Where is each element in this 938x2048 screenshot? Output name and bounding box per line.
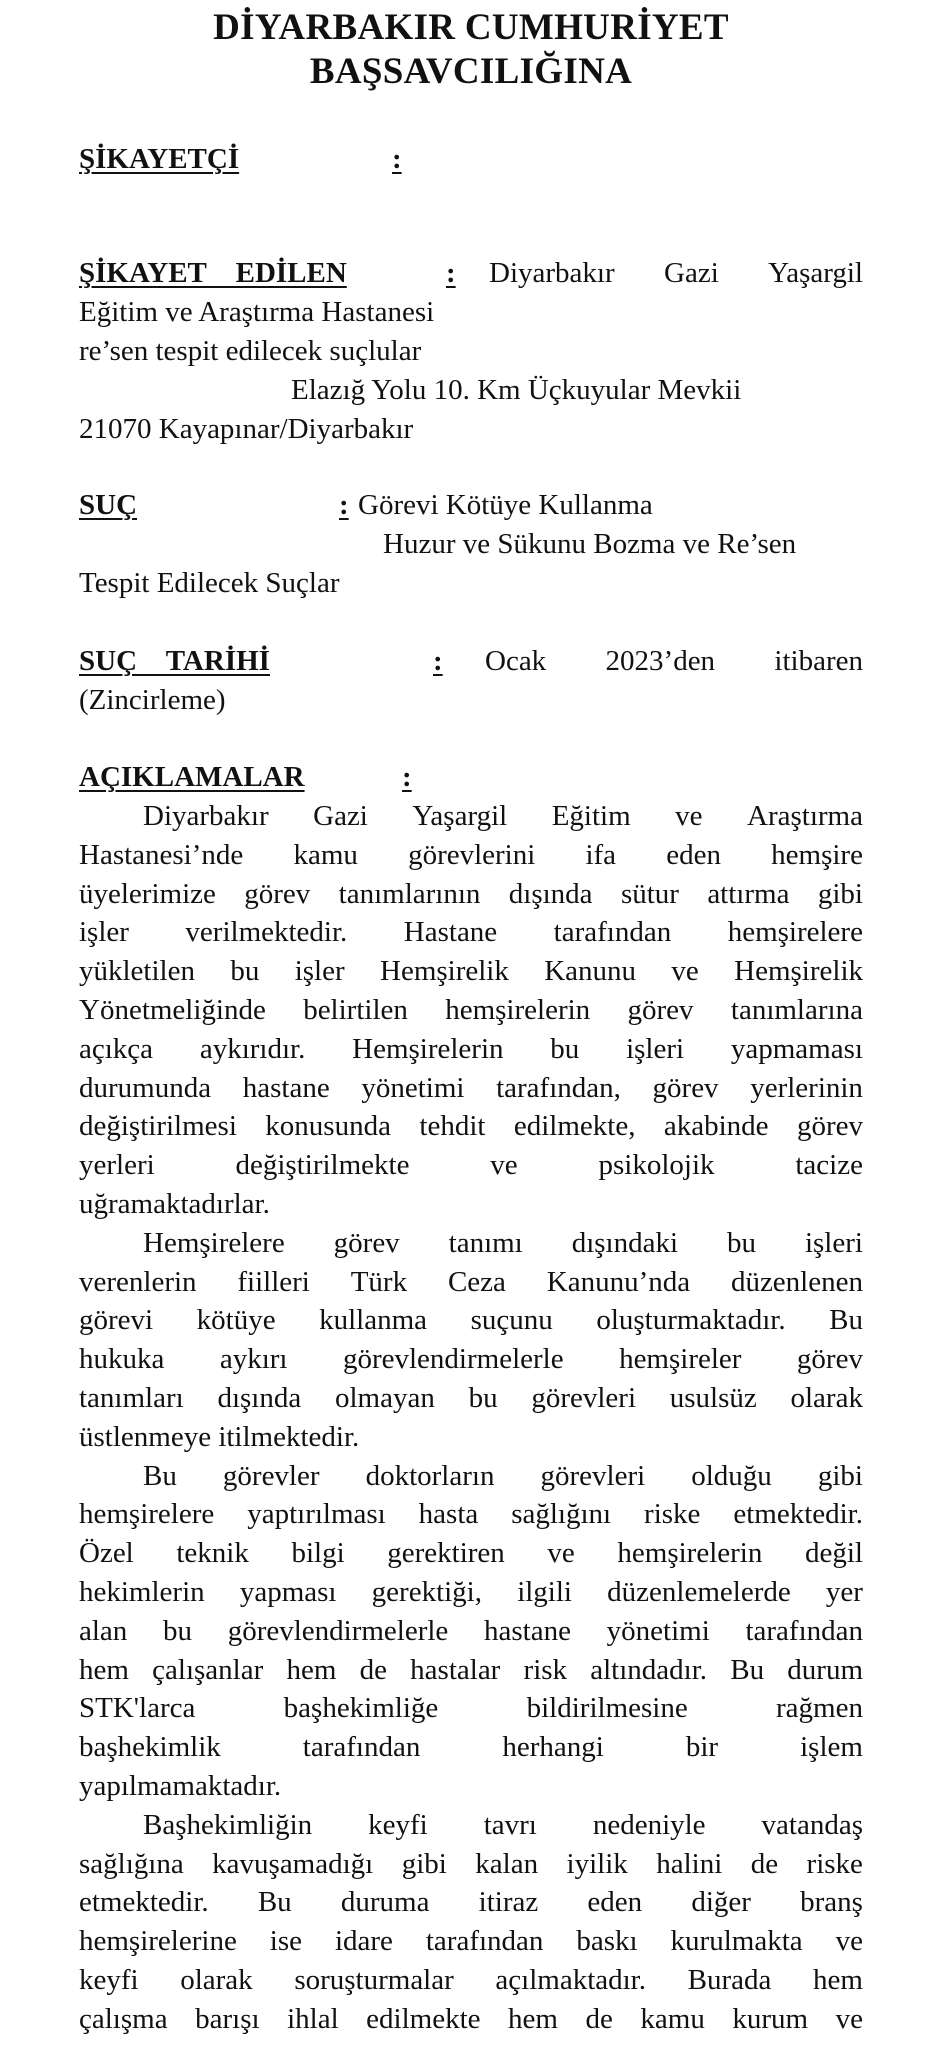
body-word: verenlerin [79, 1265, 197, 1298]
explanations-colon: : [402, 761, 412, 793]
body-word: hem [813, 1963, 863, 1996]
body-word: düzenlenen [730, 1265, 863, 1298]
body-word: tanımlarının [338, 877, 481, 910]
body-word: ise [269, 1925, 302, 1958]
body-word: tarafından [553, 916, 672, 949]
body-word: işler [294, 955, 345, 988]
body-line [79, 1651, 863, 1690]
body-word: görevler [222, 1459, 320, 1492]
crime-line1: Görevi Kötüye Kullanma [358, 489, 653, 521]
body-word: bu [163, 1614, 192, 1647]
body-word: hastane [242, 1071, 330, 1104]
accused-name-line1: Diyarbakır Gazi Yaşargil [489, 257, 863, 289]
body-word: keyfi [79, 1963, 139, 1996]
body-word: sağlığına [79, 1847, 184, 1880]
body-word: aykırı [219, 1343, 288, 1376]
body-word: herhangi [502, 1731, 604, 1764]
body-word: iyilik [566, 1847, 628, 1880]
body-word: kullanma [319, 1304, 428, 1337]
body-word: bildirilmesine [526, 1692, 688, 1725]
crime-line2: Huzur ve Sükunu Bozma ve Re’sen [383, 528, 797, 560]
body-word: yaptırılması [247, 1498, 386, 1531]
body-word: Bu [730, 1653, 765, 1686]
body-word: sütur [620, 877, 679, 910]
body-word: değiştirilmesi [79, 1110, 237, 1143]
body-word: itiraz [478, 1886, 539, 1919]
body-word: Bu [257, 1886, 292, 1919]
body-word: altındadır. [590, 1653, 708, 1686]
body-word: hemşire [771, 838, 863, 871]
body-word: tarafından [425, 1925, 544, 1958]
body-word: duruma [340, 1886, 430, 1919]
body-word: STK'larca [79, 1692, 196, 1725]
body-line [79, 1612, 863, 1651]
body-line [79, 1883, 863, 1922]
body-word: bu [468, 1381, 498, 1414]
body-word: rağmen [776, 1692, 863, 1725]
crime-date-line1: Ocak 2023’den itibaren [485, 645, 863, 677]
body-word: açılmaktadır. [495, 1963, 646, 1996]
body-word: akabinde [663, 1110, 769, 1143]
body-word: ve [671, 955, 699, 988]
body-word: Kanunu [544, 955, 637, 988]
body-word: tanımları [79, 1381, 184, 1414]
body-word: attırma [707, 877, 790, 910]
body-word: görev [796, 1343, 863, 1376]
title-line-1: DİYARBAKIR CUMHURİYET [213, 7, 729, 48]
body-word: tehdit [419, 1110, 486, 1143]
body-word: belirtilen [303, 993, 408, 1026]
body-word: bu [550, 1032, 580, 1065]
body-line [79, 1263, 863, 1302]
body-word: keyfi [368, 1808, 428, 1841]
crime-date-label: SUÇ TARİHİ [79, 645, 270, 677]
body-word: nedeniyle [592, 1808, 706, 1841]
body-word: edilmekte [366, 2002, 481, 2035]
body-word: usulsüz [669, 1381, 757, 1414]
body-line [79, 1301, 863, 1340]
body-word: başhekimliğe [283, 1692, 439, 1725]
body-word: de [750, 1847, 779, 1880]
body-word: alan [79, 1614, 128, 1647]
body-word: gerektiği, [371, 1575, 482, 1608]
body-word: Diyarbakır [143, 800, 269, 832]
body-word: ifa [585, 838, 617, 871]
body-word: ve [835, 2002, 863, 2035]
body-line [79, 1961, 863, 2000]
body-word: bu [230, 955, 260, 988]
body-word: Gazi [313, 800, 368, 832]
body-word: hemşirelerin [617, 1537, 763, 1570]
body-line [79, 952, 863, 991]
body-word: ilgili [517, 1575, 572, 1608]
body-word: gibi [817, 1459, 863, 1492]
body-word: verilmektedir. [185, 916, 348, 949]
body-word: görev [627, 993, 694, 1026]
complainant-label: ŞİKAYETÇİ [79, 143, 240, 175]
body-word: tanımı [448, 1226, 523, 1259]
body-word: Türk [350, 1265, 408, 1298]
body-word: baskı [576, 1925, 638, 1958]
body-word: hemşireler [619, 1343, 742, 1376]
body-line [79, 1495, 863, 1534]
body-word: Hastanesi’nde [79, 838, 244, 871]
body-word: bir [685, 1731, 719, 1764]
body-word: riske [644, 1498, 701, 1531]
body-word: soruşturmalar [294, 1963, 454, 1996]
body-line [79, 1922, 863, 1961]
body-word: gerektiren [387, 1537, 505, 1570]
body-word: işlem [800, 1731, 863, 1764]
accused-line2: Eğitim ve Araştırma Hastanesi [79, 296, 435, 328]
body-word: fiilleri [237, 1265, 310, 1298]
body-word: ve [675, 800, 703, 832]
explanations-label: AÇIKLAMALAR [79, 761, 305, 793]
body-word: hasta [418, 1498, 479, 1531]
body-word: de [359, 1653, 387, 1686]
body-word: açıkça [79, 1032, 154, 1065]
body-word: kavuşamadığı [212, 1847, 374, 1880]
body-word: hemşirelere [727, 916, 863, 949]
body-word: eden [666, 838, 721, 871]
body-word: de [585, 2002, 613, 2035]
body-word: yönetimi [361, 1071, 465, 1104]
body-word: Ceza [447, 1265, 506, 1298]
body-word: eden [587, 1886, 643, 1919]
body-word: gibi [817, 877, 863, 910]
body-line [79, 913, 863, 952]
body-line [79, 797, 863, 836]
body-word: işleri [804, 1226, 863, 1259]
body-word: bu [727, 1226, 756, 1259]
body-word: kötüye [196, 1304, 276, 1337]
body-word: Özel [79, 1537, 134, 1570]
body-word: yükletilen [79, 955, 195, 988]
body-word: hastalar [410, 1653, 501, 1686]
body-line [79, 875, 863, 914]
body-word: olduğu [691, 1459, 772, 1492]
body-word: diğer [691, 1886, 751, 1919]
body-word: Hemşirelik [734, 955, 863, 988]
body-word: görev [796, 1110, 863, 1143]
body-word: kurum [732, 2002, 809, 2035]
body-word: Hemşirelerin [352, 1032, 504, 1065]
body-word: doktorların [365, 1459, 495, 1492]
body-word: dışında [508, 877, 593, 910]
body-line [79, 1069, 863, 1108]
body-word: Yaşargil [412, 800, 508, 832]
crime-date-line2: (Zincirleme) [79, 684, 226, 716]
body-word: edilmekte, [513, 1110, 636, 1143]
body-word: olarak [180, 1963, 253, 1996]
body-word: tarafından, [496, 1071, 621, 1104]
body-word: çalışma [79, 2002, 168, 2035]
body-word: branş [800, 1886, 863, 1919]
body-word: vatandaş [761, 1808, 863, 1841]
accused-address-line1: Elazığ Yolu 10. Km Üçkuyular Mevkii [291, 374, 742, 406]
body-line [79, 1806, 863, 1845]
accused-address-line2: 21070 Kayapınar/Diyarbakır [79, 413, 414, 445]
body-word: hastane [484, 1614, 571, 1647]
body-line [79, 1845, 863, 1884]
body-word: kurulmakta [670, 1925, 803, 1958]
body-word: görev [244, 877, 311, 910]
body-word: görev [333, 1226, 400, 1259]
body-word: görevi [79, 1304, 154, 1337]
body-word: risk [523, 1653, 568, 1686]
body-line [79, 1224, 863, 1263]
body-word: Hemşirelik [380, 955, 509, 988]
body-word: tanımlarına [730, 993, 863, 1026]
body-word: başhekimlik [79, 1731, 221, 1764]
body-word: hem [508, 2002, 558, 2035]
body-word: yer [825, 1575, 863, 1608]
title-line-2: BAŞSAVCILIĞINA [309, 51, 633, 92]
body-word: Bu [143, 1459, 177, 1492]
body-line [79, 2000, 863, 2039]
body-word: tacize [795, 1149, 863, 1182]
body-word: idare [334, 1925, 393, 1958]
body-line [79, 1573, 863, 1612]
body-word: hemşirelerine [79, 1925, 237, 1958]
body-word: Eğitim [551, 800, 631, 832]
body-word: olarak [790, 1381, 863, 1414]
body-word: hem [79, 1653, 129, 1686]
body-word: görevlendirmelerle [342, 1343, 564, 1376]
explanations-body [79, 797, 863, 2039]
body-word: psikolojik [598, 1149, 715, 1182]
body-word: konusunda [265, 1110, 391, 1143]
body-word: hem [286, 1653, 337, 1686]
body-line [79, 1534, 863, 1573]
body-word: riske [806, 1847, 863, 1880]
body-line: yapılmamaktadır. [79, 1769, 282, 1802]
body-line: uğramaktadırlar. [79, 1187, 270, 1220]
body-word: etmektedir. [733, 1498, 863, 1531]
body-word: yapması [239, 1575, 337, 1608]
body-word: teknik [176, 1537, 249, 1570]
body-word: görevleri [540, 1459, 646, 1492]
body-line [79, 836, 863, 875]
body-line [79, 1457, 863, 1496]
crime-date-colon: : [433, 645, 443, 677]
body-word: barışı [195, 2002, 260, 2035]
body-word: tavrı [483, 1808, 537, 1841]
body-word: Hastane [403, 916, 498, 949]
body-line [79, 991, 863, 1030]
body-word: durumunda [79, 1071, 212, 1104]
body-word: Burada [687, 1963, 772, 1996]
body-line [79, 1146, 863, 1185]
body-word: kamu [293, 838, 358, 871]
body-word: yapmaması [730, 1032, 863, 1065]
body-word: değiştirilmekte [235, 1149, 410, 1182]
body-word: halini [656, 1847, 723, 1880]
complainant-colon: : [392, 143, 402, 175]
body-word: bilgi [291, 1537, 345, 1570]
body-word: tarafından [745, 1614, 863, 1647]
body-line [79, 1379, 863, 1418]
body-word: yönetimi [606, 1614, 710, 1647]
body-word: dışında [217, 1381, 302, 1414]
body-word: Başhekimliğin [143, 1808, 313, 1841]
body-word: değil [804, 1537, 863, 1570]
body-word: suçunu [470, 1304, 553, 1337]
body-word: ve [547, 1537, 575, 1570]
crime-line3: Tespit Edilecek Suçlar [79, 567, 340, 599]
body-word: düzenlemelerde [607, 1575, 791, 1608]
body-word: etmektedir. [79, 1886, 209, 1919]
body-line [79, 1030, 863, 1069]
body-word: sağlığını [511, 1498, 612, 1531]
accused-line3: re’sen tespit edilecek suçlular [79, 335, 422, 367]
body-word: üyelerimize [79, 877, 216, 910]
body-word: ve [835, 1925, 863, 1958]
body-word: durum [787, 1653, 863, 1686]
body-word: tarafından [302, 1731, 421, 1764]
body-word: görevlendirmelerle [227, 1614, 449, 1647]
body-word: çalışanlar [152, 1653, 264, 1686]
body-word: Bu [829, 1304, 863, 1337]
body-word: aykırıdır. [199, 1032, 306, 1065]
body-word: görevleri [531, 1381, 636, 1414]
crime-colon: : [339, 489, 349, 521]
body-line [79, 1728, 863, 1767]
body-word: görev [652, 1071, 719, 1104]
crime-label: SUÇ [79, 489, 138, 521]
body-word: hekimlerin [79, 1575, 205, 1608]
body-word: dışındaki [571, 1226, 679, 1259]
body-word: ve [490, 1149, 518, 1182]
body-line: üstlenmeye itilmektedir. [79, 1420, 360, 1453]
body-word: işler [79, 916, 129, 949]
body-word: yerleri [79, 1149, 155, 1182]
accused-colon: : [446, 257, 456, 289]
body-word: hemşirelere [79, 1498, 215, 1531]
body-word: görevlerini [408, 838, 536, 871]
body-line [79, 1340, 863, 1379]
body-word: Araştırma [747, 800, 863, 832]
body-line [79, 1689, 863, 1728]
body-word: hukuka [79, 1343, 165, 1376]
accused-label: ŞİKAYET EDİLEN [79, 257, 347, 289]
body-word: yerlerinin [750, 1071, 863, 1104]
body-word: Yönetmeliğinde [79, 993, 266, 1026]
body-word: Kanunu’nda [546, 1265, 691, 1298]
body-word: gibi [401, 1847, 447, 1880]
body-word: kalan [475, 1847, 539, 1880]
body-word: Hemşirelere [143, 1226, 285, 1259]
body-word: olmayan [334, 1381, 435, 1414]
body-word: oluşturmaktadır. [596, 1304, 786, 1337]
body-word: hemşirelerin [445, 993, 591, 1026]
body-word: ihlal [287, 2002, 339, 2035]
body-word: işleri [626, 1032, 685, 1065]
body-word: kamu [640, 2002, 705, 2035]
body-line [79, 1107, 863, 1146]
